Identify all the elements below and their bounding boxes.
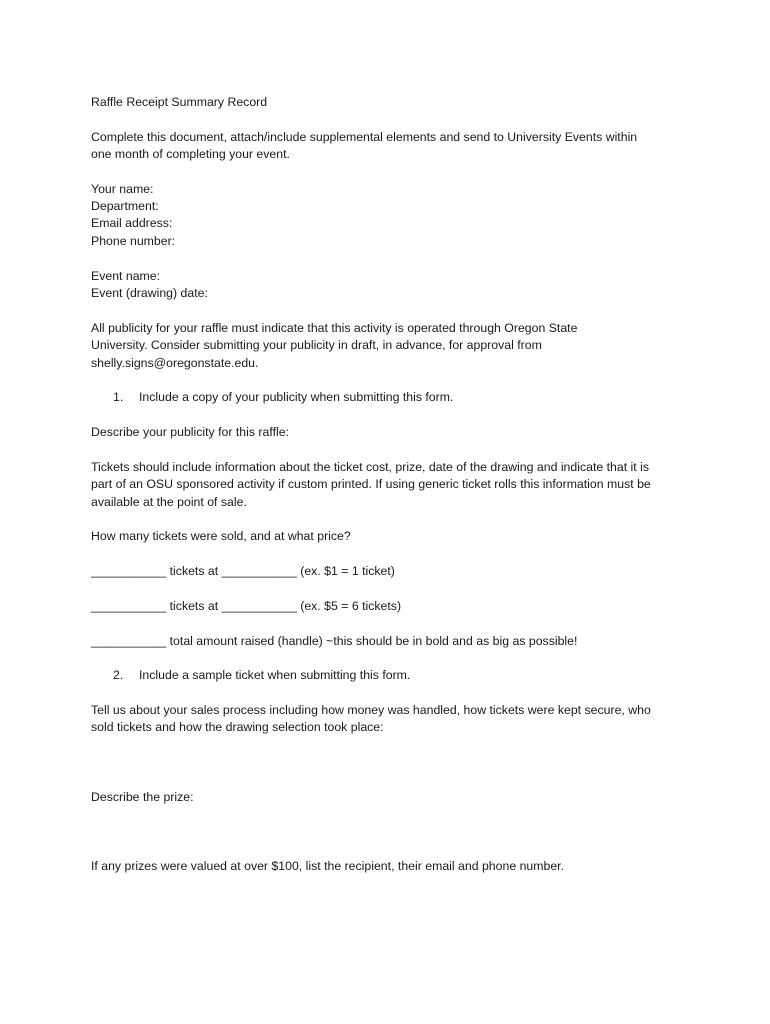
field-phone: Phone number:: [91, 234, 176, 248]
field-your-name: Your name:: [91, 182, 154, 196]
describe-prize: Describe the prize:: [91, 790, 194, 804]
intro-paragraph: Complete this document, attach/include supplemental elements and send to University Events within one month of completing your event.: [91, 130, 638, 162]
field-email: Email address:: [91, 216, 173, 230]
sales-process: Tell us about your sales process including how money was handled, how tickets were kept secure, who sold tickets and how the drawing selection took place:: [91, 703, 651, 735]
prize-value-note: If any prizes were valued at over $100, list the recipient, their email and phone number.: [91, 859, 565, 873]
tickets-question: How many tickets were sold, and at what price?: [91, 529, 351, 543]
ticket-line-1: ___________ tickets at ___________ (ex. $1 = 1 ticket): [91, 564, 395, 578]
step-1-number: 1.: [113, 390, 124, 404]
step-1-text: Include a copy of your publicity when submitting this form.: [139, 390, 454, 404]
document-title: Raffle Receipt Summary Record: [91, 95, 268, 109]
field-department: Department:: [91, 199, 159, 213]
step-2-number: 2.: [113, 668, 124, 682]
ticket-line-2: ___________ tickets at ___________ (ex. $5 = 6 tickets): [91, 599, 402, 613]
field-event-name: Event name:: [91, 269, 161, 283]
publicity-note: All publicity for your raffle must indicate that this activity is operated through Oregon State University. Consider submitting your publicity in draft, in advance, for approval from shelly.signs@oregonstate.edu.: [91, 321, 578, 370]
total-line: ___________ total amount raised (handle) ~this should be in bold and as big as possible!: [91, 634, 578, 648]
describe-publicity: Describe your publicity for this raffle:: [91, 425, 289, 439]
field-event-date: Event (drawing) date:: [91, 286, 208, 300]
step-2-text: Include a sample ticket when submitting this form.: [139, 668, 411, 682]
tickets-note: Tickets should include information about the ticket cost, prize, date of the drawing and indicate that it is part of an OSU sponsored activity if custom printed. If using generic ticket rolls this information must be available at the point of sale.: [91, 460, 651, 509]
